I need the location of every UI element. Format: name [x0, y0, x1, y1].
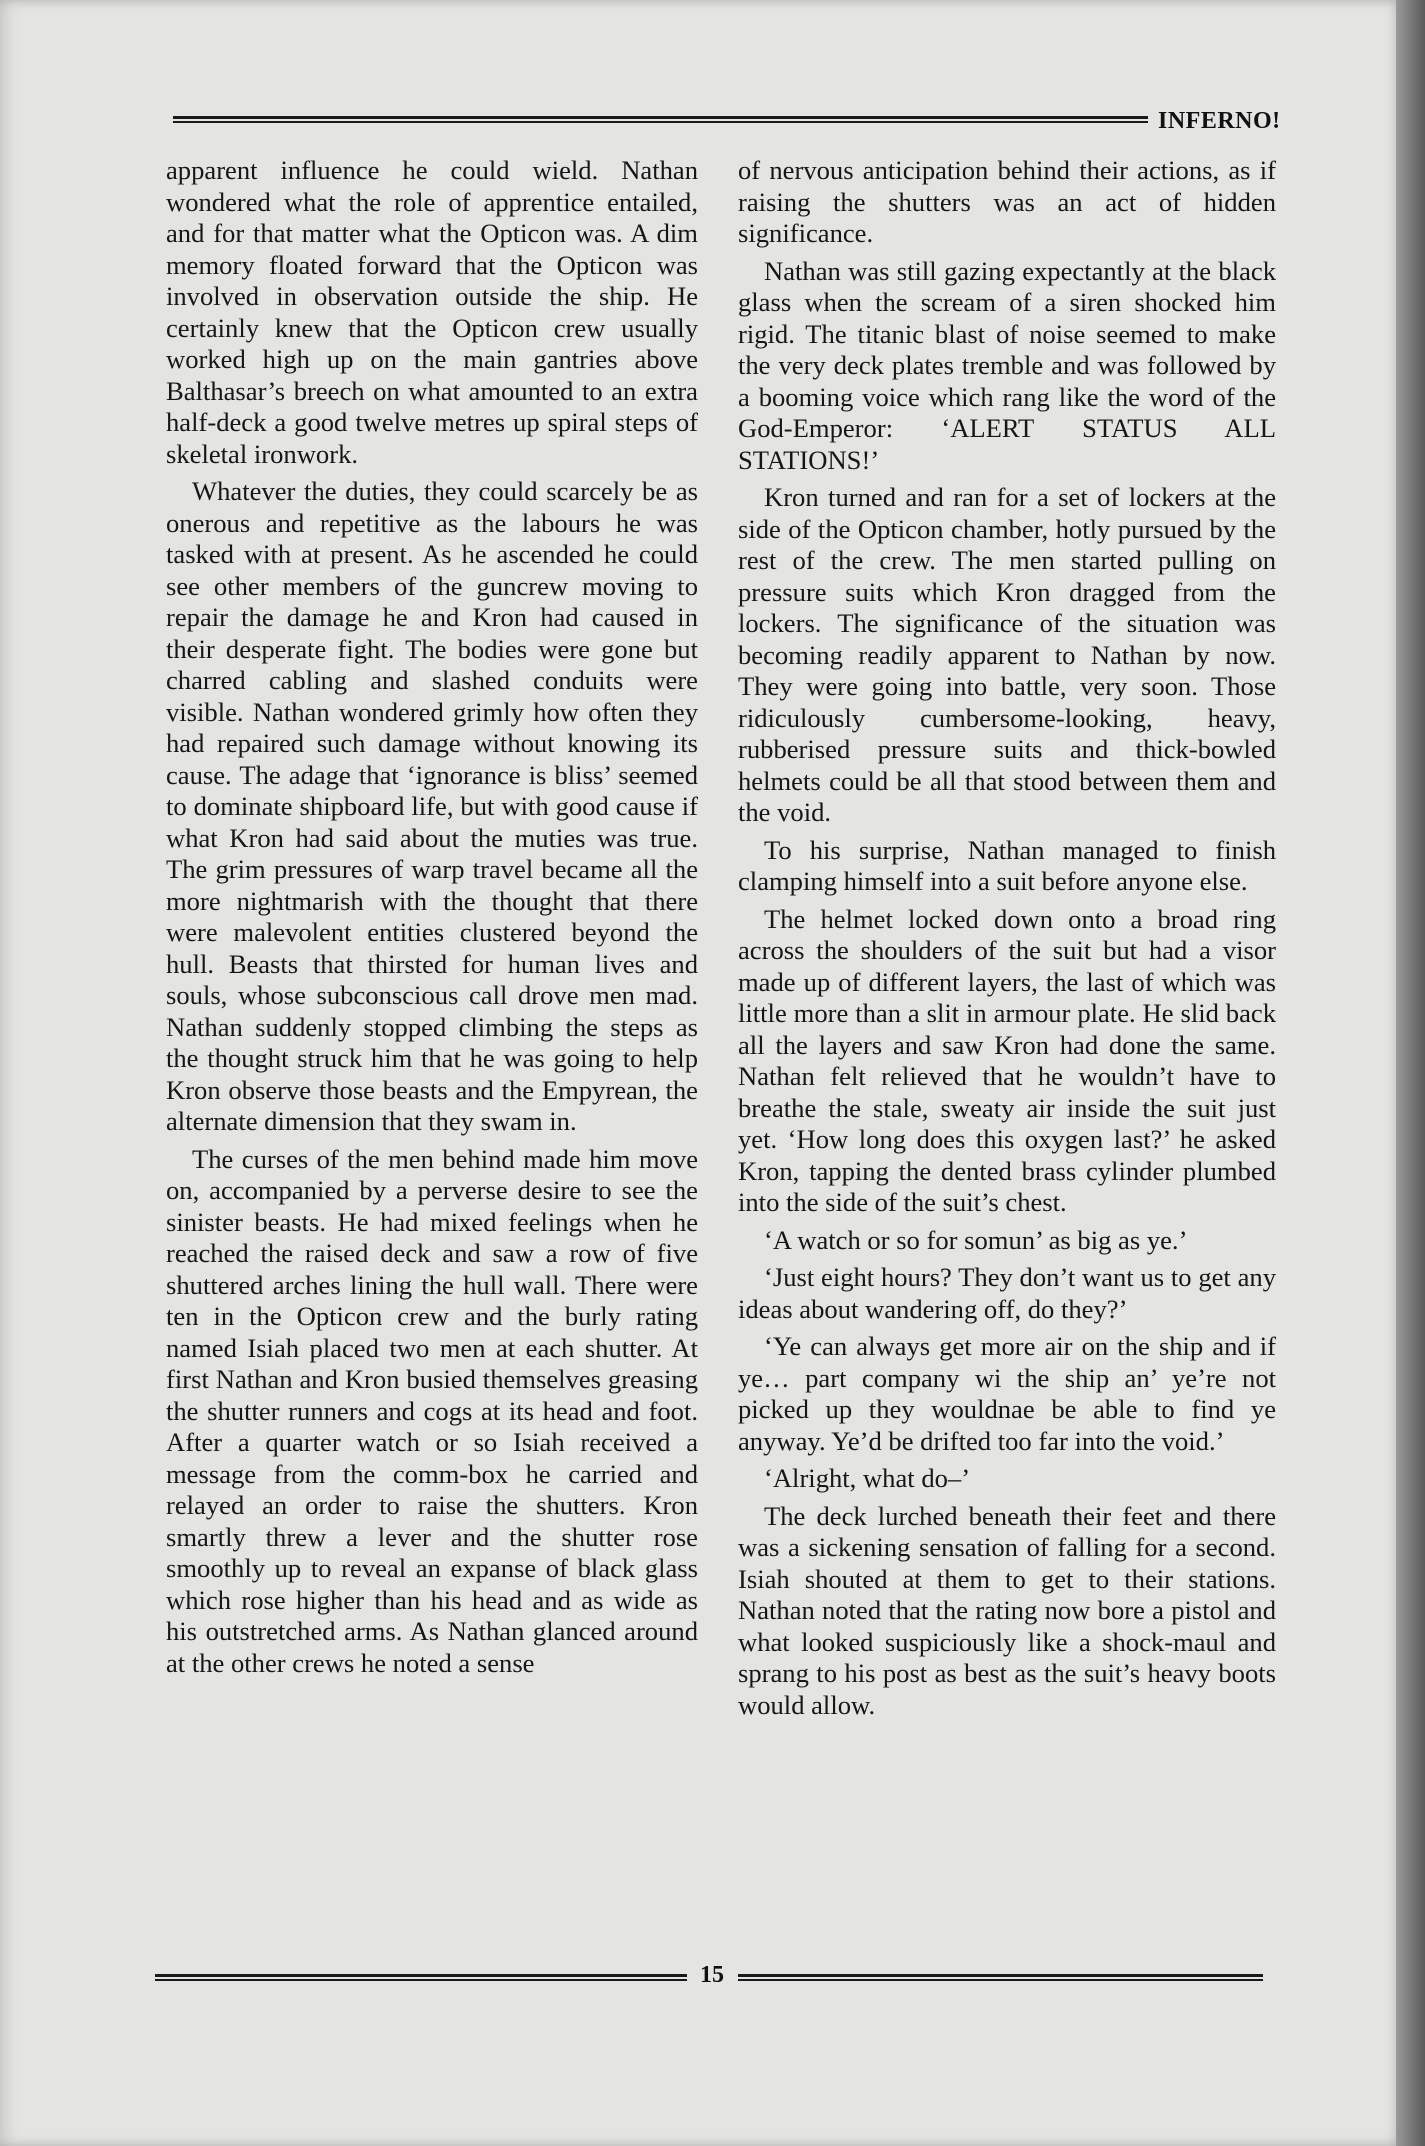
paragraph: Whatever the duties, they could scarcely be as onerous and repetitive as the labours he was tasked with at present. As he ascended he could see other members of the guncrew moving to repair the damage he and Kron had caused in their desperate fight. The bodies were gone but charred cabling and slashed conduits were visible. Nathan wondered grimly how often they had repaired such damage without knowing its cause. The adage that ‘ignorance is bliss’ seemed to dominate shipboard life, but with good cause if what Kron had said about the muties was true. The grim pressures of warp travel became all the more nightmarish with the thought that there were malevolent entities clustered beyond the hull. Beasts that thirsted for human lives and souls, whose subconscious call drove men mad. Nathan suddenly stopped climbing the steps as the thought struck him that he was going to help Kron observe those beasts and the Empyrean, the alternate dimension that they swam in.: [166, 476, 698, 1136]
running-head: INFERNO!: [1158, 108, 1281, 134]
paragraph: ‘Just eight hours? They don’t want us to get any ideas about wandering off, do they?’: [738, 1262, 1276, 1324]
header-rule: [173, 116, 1148, 124]
paragraph: ‘A watch or so for somun’ as big as ye.’: [764, 1224, 1188, 1255]
footer-rule-right: [738, 1974, 1263, 1982]
paragraph: ‘Alright, what do–’: [764, 1463, 971, 1493]
paragraph: The helmet locked down onto a broad ring across the shoulders of the suit but had a visor made up of different layers, the last of which was little more than a slit in armour plate. He slid back all the layers and saw Kron had done the same. Nathan felt relieved that he wouldn’t have to breathe the stale, sweaty air inside the suit just yet. ‘How long does this oxygen last?’ he asked Kron, tapping the dented brass cylinder plumbed into the side of the suit’s chest.: [738, 903, 1276, 1217]
paragraph: apparent influence he could wield. Nathan wondered what the role of apprentice entailed, and for that matter what the Opticon was. A dim memory floated forward that the Opticon was involved in observation outside the ship. He certainly knew that the Opticon crew usually worked high up on the main gantries above Balthasar’s breech on what amounted to an extra half-deck a good twelve metres up spiral steps of skeletal ironwork.: [166, 155, 698, 469]
paragraph: Nathan was still gazing expectantly at the black glass when the scream of a siren shocked him rigid. The titanic blast of noise seemed to make the very deck plates tremble and was followed by a booming voice which rang like the word of the God-Emperor: ‘ALERT STATUS ALL STATIONS!’: [738, 255, 1276, 475]
paragraph: To his surprise, Nathan managed to finish clamping himself into a suit before anyone else.: [738, 834, 1276, 896]
page-number: 15: [700, 1962, 724, 1988]
paragraph: Kron turned and ran for a set of lockers at the side of the Opticon chamber, hotly pursued by the rest of the crew. The men started pulling on pressure suits which Kron dragged from the lockers. The significance of the situation was becoming readily apparent to Nathan by now. They were going into battle, very soon. Those ridiculously cumbersome-looking, heavy, rubberised pressure suits and thick-bowled helmets could be all that stood between them and the void.: [738, 482, 1276, 827]
footer-rule-left: [155, 1974, 687, 1982]
right-column: [738, 155, 1276, 1727]
paragraph: The deck lurched beneath their feet and there was a sickening sensation of falling for a second. Isiah shouted at them to get to their stations. Nathan noted that the rating now bore a pistol and what looked suspiciously like a shock-maul and sprang to his post as best as the suit’s heavy boots would allow.: [738, 1500, 1276, 1720]
paragraph: The curses of the men behind made him move on, accompanied by a perverse desire to see the sinister beasts. He had mixed feelings when he reached the raised deck and saw a row of five shuttered arches lining the hull wall. There were ten in the Opticon crew and the burly rating named Isiah placed two men at each shutter. At first Nathan and Kron busied themselves greasing the shutter runners and cogs at its head and foot. After a quarter watch or so Isiah received a message from the comm-box he carried and relayed an order to raise the shutters. Kron smartly threw a lever and the shutter rose smoothly up to reveal an expanse of black glass which rose higher than his head and as wide as his outstretched arms. As Nathan glanced around at the other crews he noted a sense: [166, 1143, 698, 1678]
paragraph: of nervous anticipation behind their actions, as if raising the shutters was an act of hidden significance.: [738, 155, 1276, 248]
paragraph: ‘Ye can always get more air on the ship and if ye… part company wi the ship an’ ye’re not picked up they wouldnae be able to find ye anyway. Ye’d be drifted too far into the void.’: [738, 1331, 1276, 1456]
page-edge-shadow: [1396, 0, 1425, 2146]
left-column: [166, 155, 698, 1685]
